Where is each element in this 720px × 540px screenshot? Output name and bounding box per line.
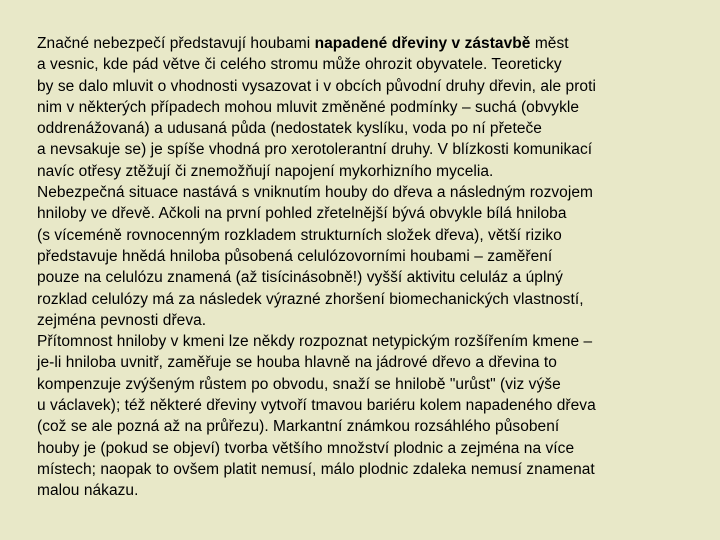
text-block: [37, 33, 690, 502]
paragraph-rot-development: [37, 182, 690, 331]
text-run: měst: [530, 35, 569, 52]
text-line: pouze na celulózu znamená (až tisícinásobně!) vyšší aktivitu celuláz a úplný: [37, 269, 563, 287]
text-line: je-li hniloba uvnitř, zaměřuje se houba hlavně na jádrové dřevo a dřevina to: [37, 354, 557, 372]
text-line: rozklad celulózy má za následek výrazné zhoršení biomechanických vlastností,: [37, 290, 584, 308]
text-line: nim v některých případech mohou mluvit změněné podmínky – suchá (obvykle: [37, 98, 580, 116]
paragraph-rot-detection: [37, 331, 690, 501]
text-run: Značné nebezpečí představují houbami: [37, 35, 315, 52]
text-line: a vesnic, kde pád větve či celého stromu může ohrozit obyvatele. Teoreticky: [37, 56, 562, 74]
text-line: u václavek); též některé dřeviny vytvoří tmavou bariéru kolem napadeného dřeva: [37, 397, 596, 415]
bold-text-run: napadené dřeviny v zástavbě: [314, 35, 531, 52]
text-line: zejména pevnosti dřeva.: [37, 311, 207, 329]
text-line: místech; naopak to ovšem platit nemusí, málo plodnic zdaleka nemusí znamenat: [37, 460, 595, 478]
text-line: oddrenážovaná) a udusaná půda (nedostatek kyslíku, voda po ní přeteče: [37, 120, 542, 138]
text-line: [37, 33, 690, 54]
text-line: Přítomnost hniloby v kmeni lze někdy rozpoznat netypickým rozšířením kmene –: [37, 333, 593, 351]
text-line: kompenzuje zvýšeným růstem po obvodu, snaží se hnilobě "urůst" (viz výše: [37, 375, 561, 393]
text-line: (s víceméně rovnocenným rozkladem strukturních složek dřeva), větší riziko: [37, 226, 562, 244]
paragraph-urban-trees: [37, 33, 690, 182]
text-line: by se dalo mluvit o vhodnosti vysazovat i v obcích původní druhy dřevin, ale proti: [37, 77, 596, 95]
text-line: hniloby ve dřevě. Ačkoli na první pohled zřetelnější bývá obvykle bílá hniloba: [37, 205, 567, 223]
text-line: představuje hnědá hniloba působená celulózovorními houbami – zaměření: [37, 247, 553, 265]
text-line: malou nákazu.: [37, 482, 139, 500]
text-line: houby je (pokud se objeví) tvorba většího množství plodnic a zejména na více: [37, 439, 575, 457]
text-line: (což se ale pozná až na průřezu). Markantní známkou rozsáhlého působení: [37, 418, 560, 436]
text-line: navíc otřesy ztěžují či znemožňují napojení mykorhizního mycelia.: [37, 162, 494, 180]
text-line: Nebezpečná situace nastává s vniknutím houby do dřeva a následným rozvojem: [37, 184, 593, 202]
text-line: a nevsakuje se) je spíše vhodná pro xerotolerantní druhy. V blízkosti komunikací: [37, 141, 593, 159]
